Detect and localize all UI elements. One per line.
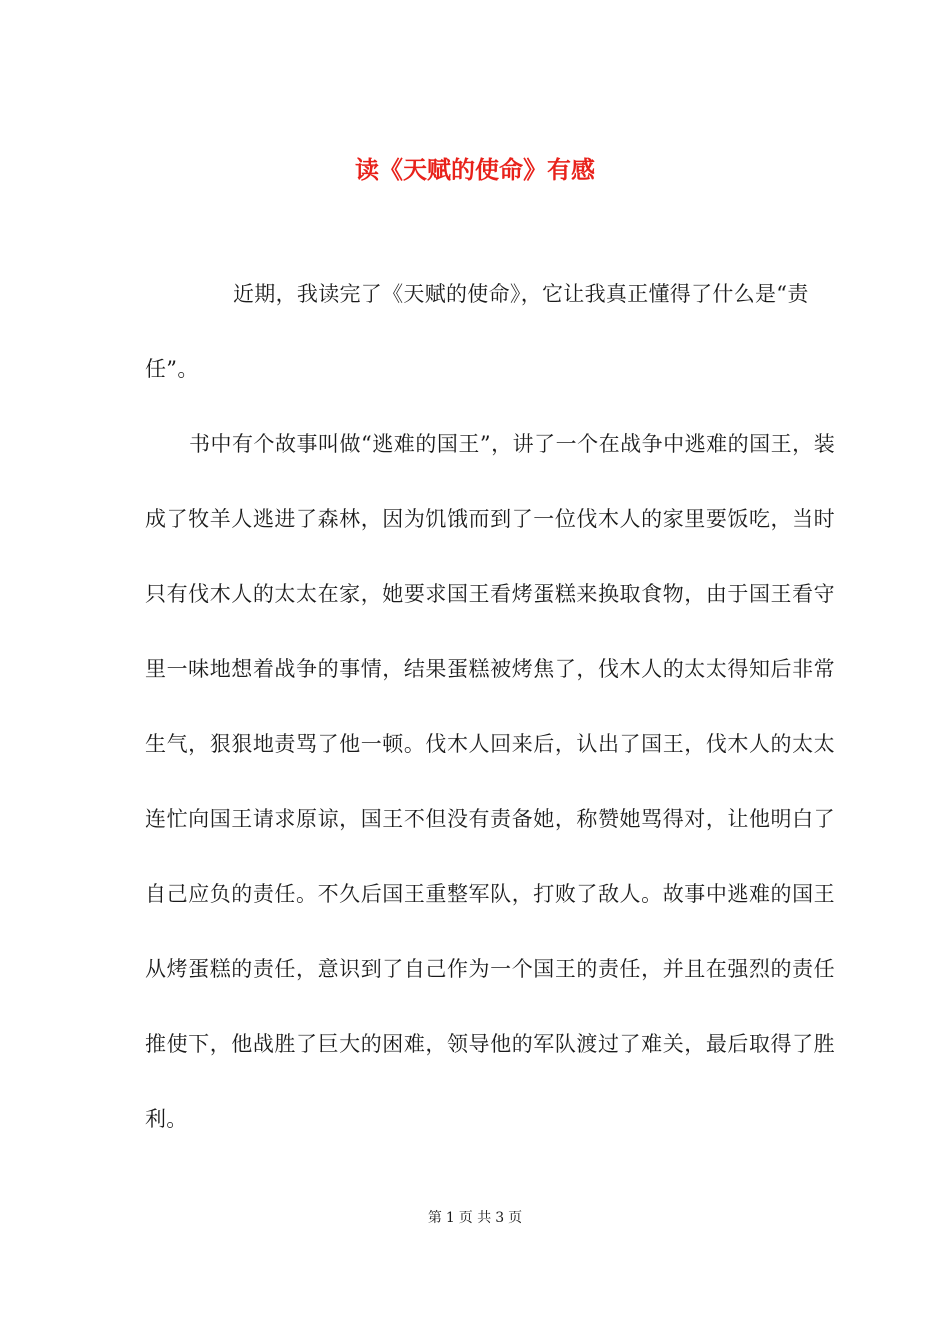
footer-total-pages: 3	[495, 1210, 505, 1226]
document-title: 读《天赋的使命》有感	[355, 155, 595, 185]
paragraph-story: 书中有个故事叫做“逃难的国王”，讲了一个在战争中逃难的国王，装成了牧羊人逃进了森林，因为饥饿而到了一位伐木人的家里要饭吃，当时只有伐木人的太太在家，她要求国王看烤蛋糕来换取食物，由于国王看守里一味地想着战争的事情，结果蛋糕被烤焦了，伐木人的太太得知后非常生气，狠狠地责骂了他一顿。伐木人回来后，认出了国王，伐木人的太太连忙向国王请求原谅，国王不但没有责备她，称赞她骂得对，让他明白了自己应负的责任。不久后国王重整军队，打败了敌人。故事中逃难的国王从烤蛋糕的责任，意识到了自己作为一个国王的责任，并且在强烈的责任推使下，他战胜了巨大的困难，领导他的军队渡过了难关，最后取得了胜利。	[145, 432, 835, 1131]
paragraph-intro: 近期，我读完了《天赋的使命》，它让我真正懂得了什么是“责任”。	[145, 282, 809, 381]
footer-current-page: 1	[445, 1210, 455, 1226]
page-footer	[0, 1208, 950, 1228]
footer-page-label: 第	[427, 1210, 442, 1226]
footer-end-label: 页	[508, 1210, 523, 1226]
footer-of-label: 页 共	[458, 1210, 492, 1226]
